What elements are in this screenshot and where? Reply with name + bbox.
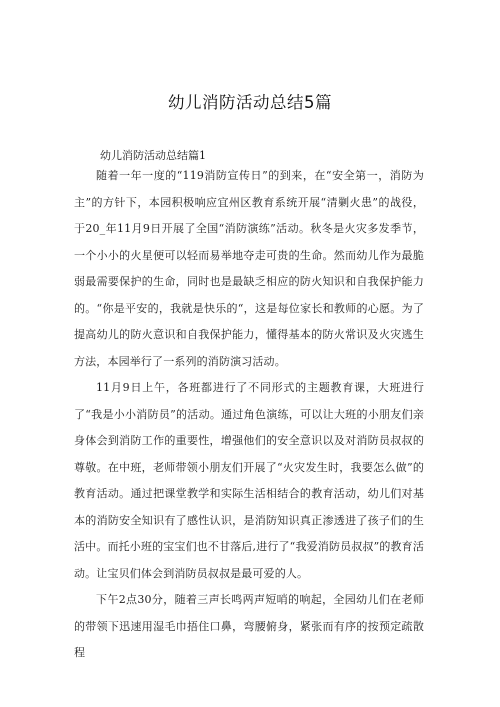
document-title: 幼儿消防活动总结5篇 <box>168 93 332 112</box>
paragraph-3: 下午2点30分，随着三声长鸣两声短哨的响起，全园幼儿们在老师的带领下迅速用湿毛巾捂住口鼻，弯腰俯身，紧张而有序的按预定疏散程 <box>74 593 424 659</box>
paragraph-2: 11月9日上午，各班都进行了不同形式的主题教育课，大班进行了“我是小小消防员”的活动。通过角色演练，可以让大班的小朋友们亲身体会到消防工作的重要性，增强他们的安全意识以及对消防员叔叔的尊敬。在中班，老师带领小朋友们开展了“火灾发生时，我要怎么做”的教育活动。通过把课堂教学和实际生活相结合的教育活动，幼儿们对基本的消防安全知识有了感性认识，是消防知识真正渗透进了孩子们的生活中。而托小班的宝宝们也不甘落后,进行了“我爱消防员叔叔”的教育活动。让宝贝们体会到消防员叔叔是最可爱的人。 <box>74 381 424 580</box>
paragraph-1: 随着一年一度的“119消防宣传日”的到来，在“安全第一，消防为主”的方针下，本园积极响应宜州区教育系统开展“清剿火患”的战役，于20_年11月9日开展了全国“消防演练”活动。秋冬是火灾多发季节，一个小小的火星便可以轻而易举地夺走可贵的生命。然而幼儿作为最脆弱最需要保护的生命，同时也是最缺乏相应的防火知识和自我保护能力的。“你是平安的，我就是快乐的“，这是每位家长和教师的心愿。为了提高幼儿的防火意识和自我保护能力，懂得基本的防火常识及火灾逃生方法，本园举行了一系列的消防演习活动。 <box>74 169 424 368</box>
document-body <box>74 163 424 667</box>
section-heading: 幼儿消防活动总结篇1 <box>100 149 206 162</box>
